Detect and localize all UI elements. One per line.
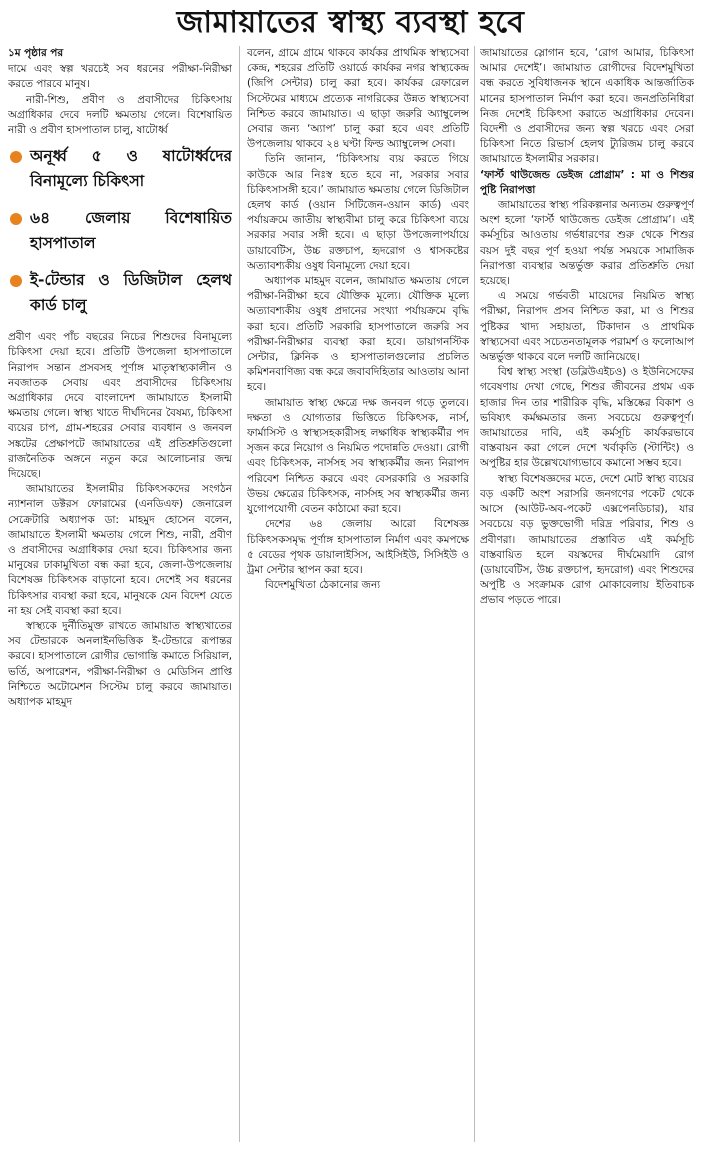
column-2 xyxy=(247,46,469,1146)
highlight-box xyxy=(8,144,232,318)
paragraph: জামায়াতের ইসলামীর চিকিৎসকদের সংগঠন ন্যাশনাল ডক্টরস ফোরামের (এনডিএফ) জেনারেল সেক্রেটারি অধ্যাপক ডা: মাহমুদ হোসেন বলেন, জামায়াতে ইসলামী ক্ষমতায় গেলে শিশু, নারী, প্রবীণ ও প্রবাসীদের অগ্রাধিকার দেয়া হবে। চিকিৎসার জন্য মানুষের ঢাকামুখিতা বন্ধ করা হবে, জেলা-উপজেলায় বিশেষজ্ঞ চিকিৎসক বাড়ানো হবে। দেশেই সব ধরনের চিকিৎসার ব্যবস্থা করা হবে, মানুষকে যেন বিদেশ যেতে না হয় সেই ব্যবস্থা করা হবে। xyxy=(8,483,232,617)
paragraph: এ সময়ে গর্ভবতী মায়েদের নিয়মিত স্বাস্থ্য পরীক্ষা, নিরাপদ প্রসব নিশ্চিত করা, মা ও শিশুর পুষ্টিকর খাদ্য সহায়তা, টিকাদান ও প্রাথমিক স্বাস্থ্যসেবা এবং সচেতনতামূলক পরামর্শ ও ফলোআপ অন্তর্ভুক্ত থাকবে বলে দলটি জানিয়েছে। xyxy=(480,290,694,364)
column-3 xyxy=(480,46,694,1146)
paragraph: জামায়াতের স্লোগান হবে, ‘রোগ আমার, চিকিৎসা আমার দেশেই’। জামায়াত রোগীদের বিদেশমুখিতা বন্ধ করতে সুবিধাজনক স্থানে একাধিক আন্তর্জাতিক মানের হাসপাতাল নির্মাণ করা হবে। জনপ্রতিনিধিরা নিজ দেশেই চিকিৎসা করাতে অগ্রাধিকার দেবেন। বিদেশী ও প্রবাসীদের জন্য স্বল্প খরচে এবং সেরা চিকিৎসা নিতে রিভার্স হেলথ ট্যুরিজম চালু করবে জামায়াতে ইসলামীর সরকার। xyxy=(480,47,694,166)
subheading: ‘ফার্স্ট থাউজেন্ড ডেইজ প্রোগ্রাম’ : মা ও শিশুর পুষ্টি নিরাপত্তা xyxy=(480,168,694,196)
highlight-item xyxy=(8,268,232,318)
column-divider xyxy=(474,46,475,1142)
headline: জামায়াতের স্বাস্থ্য ব্যবস্থা হবে xyxy=(176,5,525,40)
paragraph: দেশের ৬৪ জেলায় আরো বিশেষজ্ঞ চিকিৎসকসমৃদ্ধ পূর্ণাঙ্গ হাসপাতাল নির্মাণ এবং কমপক্ষে ৫ বেডের পৃথক ডায়ালাইসিস, আইসিইউ, সিসিইউ ও ট্রমা সেন্টার স্থাপন করা হবে। xyxy=(247,518,469,576)
column-1 xyxy=(8,46,232,1146)
paragraph: দামে এবং স্বল্প খরচেই সব ধরনের পরীক্ষা-নিরীক্ষা করতে পারবে মানুষ। xyxy=(8,63,232,91)
highlight-item xyxy=(8,206,232,256)
bullet-dot-icon xyxy=(10,151,22,163)
paragraph: স্বাস্থ্যকে দুর্নীতিমুক্ত রাখতে জামায়াত স্বাস্থ্যখাতের সব টেন্ডারকে অনলাইনভিত্তিক ই-টেন্ডারে রূপান্তর করবে। হাসপাতালে রোগীর ভোগান্তি কমাতে সিরিয়াল, ভর্তি, অপারেশন, পরীক্ষা-নিরীক্ষা ও মেডিসিন প্রাপ্তি নিশ্চিতে অটোমেশন সিস্টেম চালু করবে জামায়াত। অধ্যাপক মাহমুদ xyxy=(8,620,232,709)
paragraph: জামায়াতের স্বাস্থ্য পরিকল্পনার অন্যতম গুরুত্বপূর্ণ অংশ হলো ‘ফার্স্ট থাউজেন্ড ডেইজ প্রোগ্রাম’। এই কর্মসূচির আওতায় গর্ভধারণের শুরু থেকে শিশুর বয়স দুই বছর পূর্ণ হওয়া পর্যন্ত সময়কে সামাজিক নিরাপত্তা ব্যবস্থার অন্তর্ভুক্ত করার প্রতিশ্রুতি দেয়া হয়েছে। xyxy=(480,199,694,288)
paragraph: প্রবীণ এবং পাঁচ বছরের নিচের শিশুদের বিনামূল্যে চিকিৎসা দেয়া হবে। প্রতিটি উপজেলা হাসপাতালে নিরাপদ সন্তান প্রসবসহ পূর্ণাঙ্গ মাতৃস্বাস্থ্যকালীন ও নবজাতক সেবায় এবং প্রবাসীদের চিকিৎসায় অগ্রাধিকার দেবে বাংলাদেশ জামায়াতে ইসলামী ক্ষমতায় গেলে। স্বাস্থ্য খাতে দীর্ঘদিনের বৈষম্য, চিকিৎসা ব্যয়ের চাপ, গ্রাম-শহরের সেবার ব্যবধান ও জনবল সঙ্কটের প্রেক্ষাপটে জামায়াতের এই প্রতিশ্রুতিগুলো রাজনৈতিক অঙ্গনে নতুন করে আলোচনার জন্ম দিয়েছে। xyxy=(8,331,232,481)
paragraph: নারী-শিশু, প্রবীণ ও প্রবাসীদের চিকিৎসায় অগ্রাধিকার দেবে দলটি ক্ষমতায় গেলে। বিশেষায়িত নারী ও প্রবীণ হাসপাতাল চালু, ষাটোর্ধ্ব xyxy=(8,93,232,137)
paragraph: বিদেশমুখিতা ঠেকানোর জন্য xyxy=(265,579,381,592)
highlight-text: ৬৪ জেলায় বিশেষায়িত হাসপাতাল xyxy=(30,209,232,253)
paragraph: তিনি জানান, ‘চিকিৎসায় ব্যয় করতে গিয়ে কাউকে আর নিঃস্ব হতে হবে না, সরকার সবার চিকিৎসাসঙ্গী হবে।’ জামায়াত ক্ষমতায় গেলে ডিজিটাল হেলথ কার্ড (ওয়ান সিটিজেন-ওয়ান কার্ড) এবং পর্যায়ক্রমে জাতীয় স্বাস্থ্যবীমা চালু করে চিকিৎসা ব্যয়ে সরকার সবার সঙ্গী হবে। এ ছাড়া উপজেলাপর্যায়ে ডায়াবেটিস, উচ্চ রক্তচাপ, হৃদরোগ ও শ্বাসকষ্টের অত্যাবশ্যকীয় ওষুধ বিনামূল্যে দেয়া হবে। xyxy=(247,153,469,272)
paragraph: অধ্যাপক মাহমুদ বলেন, জামায়াত ক্ষমতায় গেলে পরীক্ষা-নিরীক্ষা হবে যৌক্তিক মূল্যে। যৌক্তিক মূল্যে অত্যাবশ্যকীয় ওষুধ প্রদানের সংখ্যা পর্যায়ক্রমে বৃদ্ধি করা হবে। প্রতিটি সরকারি হাসপাতালে জরুরি সব পরীক্ষা-নিরীক্ষার ব্যবস্থা করা হবে। ডায়াগনস্টিক সেন্টার, ক্লিনিক ও হাসপাতালগুলোর প্রচলিত কমিশনবাণিজ্য বন্ধ করে জবাবদিহিতার আওতায় আনা হবে। xyxy=(247,275,469,394)
paragraph: বিশ্ব স্বাস্থ্য সংস্থা (ডব্লিউএইচও) ও ইউনিসেফের গবেষণায় দেখা গেছে, শিশুর জীবনের প্রথম এক হাজার দিন তার শারীরিক বৃদ্ধি, মস্তিষ্কের বিকাশ ও ভবিষ্যৎ কর্মক্ষমতার জন্য সবচেয়ে গুরুত্বপূর্ণ। জামায়াতের দাবি, এই কর্মসূচি কার্যকরভাবে বাস্তবায়ন করা গেলে দেশে খর্বাকৃতি (স্টান্টিং) ও অপুষ্টির হার উল্লেখযোগ্যভাবে কমানো সম্ভব হবে। xyxy=(480,366,694,470)
column-divider xyxy=(239,46,240,1142)
highlight-text: অনূর্ধ্ব ৫ ও ষাটোর্ধ্বদের বিনামূল্যে চিকিৎসা xyxy=(30,147,232,191)
continued-from-label: ১ম পৃষ্ঠার পর xyxy=(8,47,64,59)
highlight-item xyxy=(8,144,232,194)
bullet-dot-icon xyxy=(10,275,22,287)
paragraph: জামায়াত স্বাস্থ্য ক্ষেত্রে দক্ষ জনবল গড়ে তুলবে। দক্ষতা ও যোগ্যতার ভিত্তিতে চিকিৎসক, নার্স, ফার্মাসিস্ট ও স্বাস্থ্যসহকারীসহ লক্ষাধিক স্বাস্থ্যকর্মীর পদ সৃজন করে নিয়োগ ও নিয়মিত পদোন্নতি দেওয়া। রোগী এবং চিকিৎসক, নার্সসহ সব স্বাস্থ্যকর্মীর জন্য নিরাপদ পরিবেশ নিশ্চিত করবে এবং বেসরকারি ও সরকারি উভয় ক্ষেত্রের চিকিৎসক, নার্সসহ সব স্বাস্থ্যকর্মীর জন্য যুগোপযোগী বেতন কাঠামো করা হবে। xyxy=(247,396,469,516)
highlight-text: ই-টেন্ডার ও ডিজিটাল হেলথ কার্ড চালু xyxy=(30,271,232,315)
paragraph: বলেন, গ্রামে গ্রামে থাকবে কার্যকর প্রাথমিক স্বাস্থ্যসেবা কেন্দ্র, শহরের প্রতিটি ওয়ার্ডে কার্যকর নগর স্বাস্থ্যকেন্দ্র (জিপি সেন্টার) চালু করা হবে। কার্যকর রেফারেল সিস্টেমের মাধ্যমে প্রত্যেক নাগরিকের উন্নত স্বাস্থ্যসেবা নিশ্চিত করবে জামায়াত। এ ছাড়া জরুরি অ্যাম্বুলেন্স সেবার জন্য ‘অ্যাপ’ চালু করা হবে এবং প্রতিটি উপজেলায় থাকবে ২৪ ঘণ্টা ফিল্ড অ্যাম্বুলেন্স সেবা। xyxy=(247,47,469,151)
bullet-dot-icon xyxy=(10,213,22,225)
paragraph: স্বাস্থ্য বিশেষজ্ঞদের মতে, দেশে মোট স্বাস্থ্য ব্যয়ের বড় একটি অংশ সরাসরি জনগণের পকেট থেকে আসে (আউট-অব-পকেট এক্সপেনডিচার), যার সবচেয়ে বড় ভুক্তভোগী দরিদ্র পরিবার, শিশু ও প্রবীণরা। জামায়াতের প্রস্তাবিত এই কর্মসূচি বাস্তবায়িত হলে বয়স্কদের দীর্ঘমেয়াদি রোগ (ডায়াবেটিস, উচ্চ রক্তচাপ, হৃদরোগ) এবং শিশুদের অপুষ্টি ও সংক্রামক রোগ মোকাবেলায় ইতিবাচক প্রভাব পড়তে পারে। xyxy=(480,472,694,607)
